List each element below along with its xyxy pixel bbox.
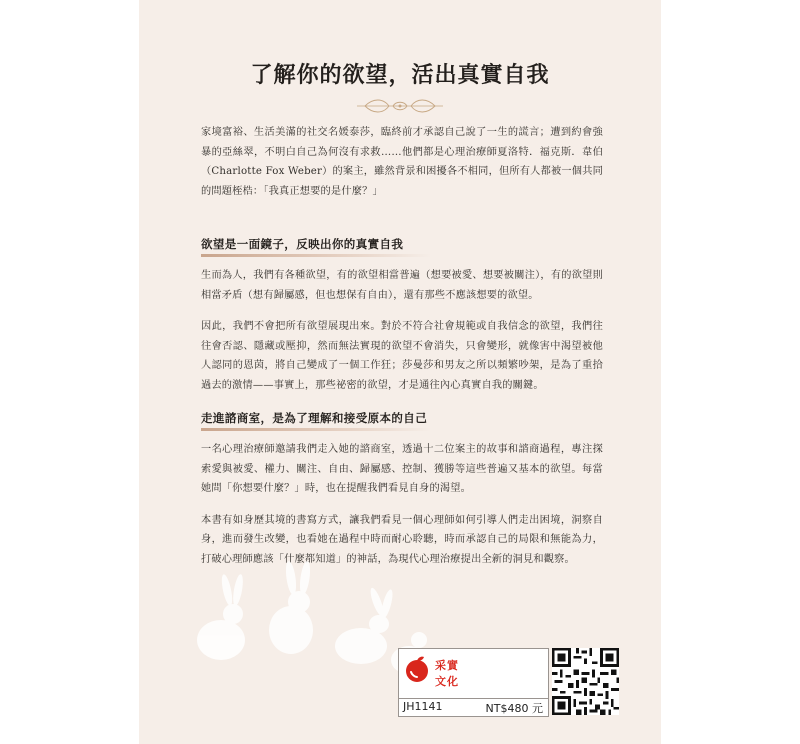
section-heading: 走進諮商室，是為了理解和接受原本的自己 [201, 410, 603, 431]
section-heading: 欲望是一面鏡子，反映出你的真實自我 [201, 236, 603, 257]
publisher-name-line1: 采實 [435, 659, 459, 672]
book-code: JH1141 [403, 700, 443, 713]
section-1 [201, 236, 603, 407]
back-cover-page [139, 0, 661, 744]
section-paragraph: 本書有如身歷其境的書寫方式，讓我們看見一個心理師如何引導人們走出困境，洞察自身，進而發生改變，也看她在過程中時而耐心聆聽，時而承認自己的局限和無能為力，打破心理師應該「什麼都知道」的神話，為現代心理治療提出全新的洞見和觀察。 [201, 514, 603, 565]
intro-block [201, 123, 603, 213]
price-label [398, 648, 549, 717]
publisher-apple-logo-icon [403, 655, 431, 683]
publisher-name-line2: 文化 [435, 675, 459, 688]
code-price-bar [399, 698, 548, 716]
qr-code-icon [552, 648, 619, 715]
section-paragraph: 因此，我們不會把所有欲望展現出來。對於不符合社會規範或自我信念的欲望，我們往往會否認、隱藏或壓抑，然而無法實現的欲望不會消失，只會變形，就像害中渴望被他人認同的恩茵，將自己變成了一個工作狂；莎曼莎和男友之所以頻繁吵架，是為了重拾過去的激情——事實上，那些祕密的欲望，才是通往內心真實自我的關鍵。 [201, 321, 603, 391]
section-paragraph: 一名心理治療師邀請我們走入她的諮商室，透過十二位案主的故事和諮商過程，專注探索愛與被愛、權力、關注、自由、歸屬感、控制、獲勝等這些普遍又基本的欲望。每當她問「你想要什麼？」時，也在提醒我們看見自身的渴望。 [201, 444, 603, 494]
ornament-divider-icon [357, 96, 443, 116]
book-title: 了解你的欲望，活出真實自我 [250, 63, 550, 88]
section-paragraph: 生而為人，我們有各種欲望，有的欲望相當普遍（想要被愛、想要被關注），有的欲望則相當矛盾（想有歸屬感，但也想保有自由），還有那些不應該想要的欲望。 [201, 270, 603, 301]
bunny-illustration-icon [181, 560, 431, 680]
section-2 [201, 410, 603, 581]
intro-paragraph: 家境富裕、生活美滿的社交名媛泰莎，臨終前才承認自己說了一生的謊言；遭到約會強暴的亞絲翠，不明白自己為何沒有求救……他們都是心理治療師夏洛特．福克斯．韋伯（Charlotte Fox Weber）的案主，雖然背景和困擾各不相同，但所有人都被一個共同的問題桎梏：「我真正想要的是什麼？」 [201, 127, 603, 197]
book-price: NT$480 元 [485, 702, 543, 715]
